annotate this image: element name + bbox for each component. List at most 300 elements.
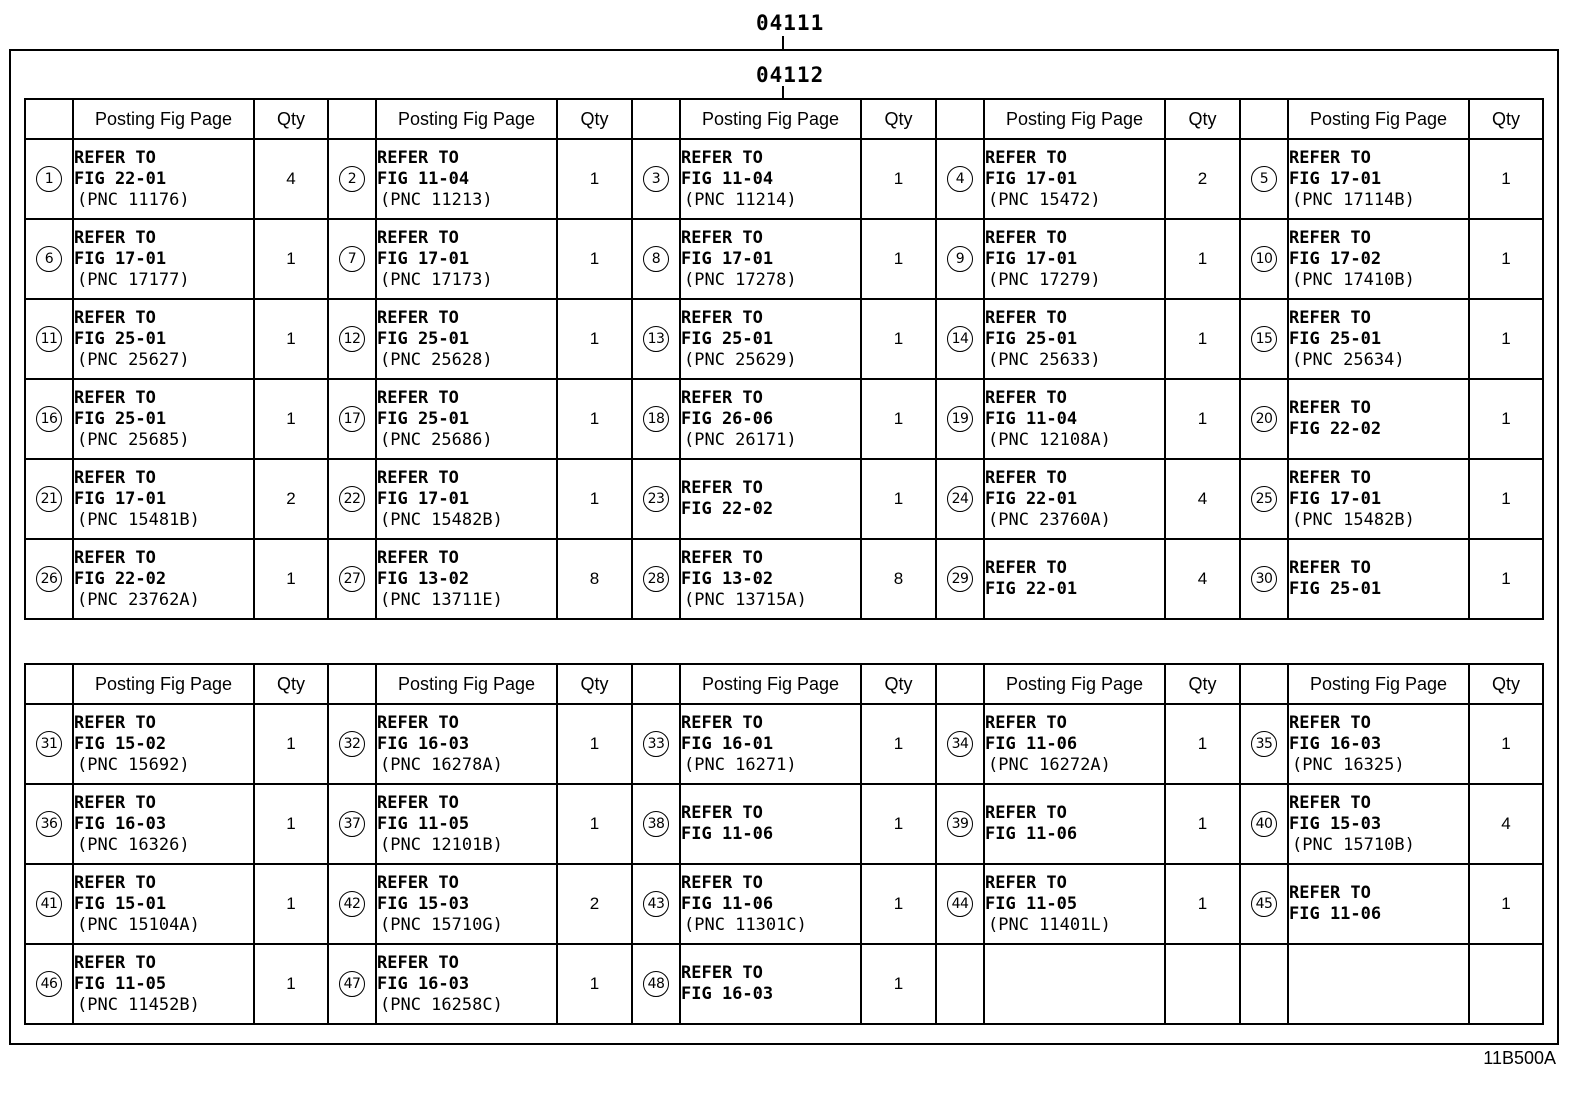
- item-number-circle: 13: [643, 326, 669, 352]
- refer-to-label: REFER TO: [985, 712, 1067, 733]
- qty-cell: 1: [1469, 864, 1543, 944]
- pnc-number: (PNC 17410B): [1292, 269, 1415, 290]
- item-number-cell: [936, 459, 984, 539]
- refer-to-label: REFER TO: [985, 803, 1067, 823]
- refer-to-label: REFER TO: [681, 872, 763, 893]
- pnc-number: (PNC 25629): [684, 349, 797, 370]
- reference-cell: [73, 459, 254, 539]
- header-qty: Qty: [1469, 664, 1543, 704]
- refer-to-label: REFER TO: [377, 792, 459, 813]
- refer-to-label: REFER TO: [377, 147, 459, 168]
- qty-cell: 1: [1469, 379, 1543, 459]
- fig-page: FIG 11-06: [985, 824, 1078, 844]
- qty-cell: 1: [254, 539, 328, 619]
- refer-to-label: REFER TO: [1289, 398, 1371, 418]
- pnc-number: (PNC 15472): [988, 189, 1101, 210]
- item-number-circle: 43: [643, 891, 669, 917]
- item-number-cell: [1240, 299, 1288, 379]
- reference-cell: [984, 139, 1165, 219]
- item-number-cell: [936, 139, 984, 219]
- item-number-circle: 48: [643, 971, 669, 997]
- fig-page: FIG 11-06: [681, 893, 774, 914]
- fig-page: FIG 17-01: [681, 248, 774, 269]
- item-number-cell: [632, 944, 680, 1024]
- item-number-circle: 4: [947, 166, 973, 192]
- pnc-number: (PNC 16258C): [380, 994, 503, 1015]
- item-number-cell: [632, 299, 680, 379]
- fig-page: FIG 11-06: [1289, 904, 1382, 924]
- refer-to-label: REFER TO: [377, 307, 459, 328]
- reference-cell: [73, 704, 254, 784]
- header-posting-fig-page: Posting Fig Page: [984, 664, 1165, 704]
- reference-cell: [680, 784, 861, 864]
- pnc-number: (PNC 17114B): [1292, 189, 1415, 210]
- qty-cell: 1: [557, 139, 632, 219]
- item-number-cell: [328, 539, 376, 619]
- qty-cell: 1: [1469, 539, 1543, 619]
- qty-cell: 8: [557, 539, 632, 619]
- qty-cell: 1: [1165, 704, 1240, 784]
- item-number-cell: [936, 864, 984, 944]
- pnc-number: (PNC 13711E): [380, 589, 503, 610]
- item-number-cell: [632, 704, 680, 784]
- header-no-cell: [25, 664, 73, 704]
- refer-to-label: REFER TO: [1289, 147, 1371, 168]
- pnc-number: (PNC 26171): [684, 429, 797, 450]
- reference-cell: [1288, 539, 1469, 619]
- qty-cell: 1: [1469, 139, 1543, 219]
- fig-page: FIG 25-01: [985, 328, 1078, 349]
- header-no-cell: [1240, 664, 1288, 704]
- qty-cell: 1: [557, 704, 632, 784]
- fig-page: FIG 16-03: [74, 813, 167, 834]
- refer-to-label: REFER TO: [681, 712, 763, 733]
- header-no-cell: [328, 99, 376, 139]
- refer-to-label: REFER TO: [377, 712, 459, 733]
- fig-page: FIG 25-01: [1289, 328, 1382, 349]
- pnc-number: (PNC 15482B): [380, 509, 503, 530]
- refer-to-label: REFER TO: [74, 467, 156, 488]
- item-number-circle: 16: [36, 406, 62, 432]
- reference-cell: [680, 299, 861, 379]
- reference-cell: [376, 539, 557, 619]
- pnc-number: (PNC 23760A): [988, 509, 1111, 530]
- fig-page: FIG 16-03: [377, 733, 470, 754]
- reference-cell: [1288, 379, 1469, 459]
- item-number-cell: [25, 219, 73, 299]
- reference-cell: [680, 139, 861, 219]
- reference-cell: [73, 379, 254, 459]
- header-posting-fig-page: Posting Fig Page: [984, 99, 1165, 139]
- pnc-number: (PNC 12108A): [988, 429, 1111, 450]
- item-number-cell: [632, 864, 680, 944]
- item-number-circle: 42: [339, 891, 365, 917]
- item-number-cell: [632, 784, 680, 864]
- item-number-circle: 7: [339, 246, 365, 272]
- item-number-cell: [632, 379, 680, 459]
- header-qty: Qty: [1469, 99, 1543, 139]
- fig-page: FIG 16-03: [681, 984, 774, 1004]
- pnc-number: (PNC 16325): [1292, 754, 1405, 775]
- reference-cell: [73, 944, 254, 1024]
- reference-cell: [376, 299, 557, 379]
- reference-cell: [984, 704, 1165, 784]
- pnc-number: (PNC 15104A): [77, 914, 200, 935]
- fig-page: FIG 16-01: [681, 733, 774, 754]
- qty-cell: 1: [557, 459, 632, 539]
- item-number-cell: [25, 379, 73, 459]
- header-posting-fig-page: Posting Fig Page: [376, 664, 557, 704]
- fig-page: FIG 16-03: [1289, 733, 1382, 754]
- item-number-cell: [25, 299, 73, 379]
- item-number-circle: 3: [643, 166, 669, 192]
- pnc-number: (PNC 11452B): [77, 994, 200, 1015]
- qty-cell: 4: [1165, 539, 1240, 619]
- refer-to-label: REFER TO: [74, 872, 156, 893]
- fig-page: FIG 15-01: [74, 893, 167, 914]
- item-number-cell: [25, 944, 73, 1024]
- fig-page: FIG 17-02: [1289, 248, 1382, 269]
- pnc-number: (PNC 16278A): [380, 754, 503, 775]
- item-number-circle: 9: [947, 246, 973, 272]
- fig-page: FIG 11-04: [377, 168, 470, 189]
- qty-cell: 4: [1165, 459, 1240, 539]
- fig-page: FIG 22-02: [1289, 419, 1382, 439]
- refer-to-label: REFER TO: [377, 872, 459, 893]
- reference-cell: [680, 219, 861, 299]
- fig-page: FIG 17-01: [1289, 488, 1382, 509]
- pnc-number: (PNC 15482B): [1292, 509, 1415, 530]
- refer-to-label: REFER TO: [1289, 467, 1371, 488]
- item-number-circle: 24: [947, 486, 973, 512]
- item-number-circle: 10: [1251, 246, 1277, 272]
- item-number-circle: 29: [947, 566, 973, 592]
- drawing-code: 11B500A: [1483, 1048, 1556, 1068]
- qty-cell: 8: [861, 539, 936, 619]
- item-number-cell: [328, 784, 376, 864]
- item-number-cell: [328, 219, 376, 299]
- qty-cell: 1: [1469, 459, 1543, 539]
- table-row: [25, 944, 1543, 1024]
- item-number-circle: 1: [36, 166, 62, 192]
- table-row: [25, 784, 1543, 864]
- pnc-number: (PNC 25627): [77, 349, 190, 370]
- item-number-circle: 35: [1251, 731, 1277, 757]
- item-number-circle: 5: [1251, 166, 1277, 192]
- refer-to-label: REFER TO: [1289, 883, 1371, 903]
- qty-cell: 1: [861, 864, 936, 944]
- qty-cell: 1: [1165, 864, 1240, 944]
- refer-to-label: REFER TO: [681, 803, 763, 823]
- item-number-circle: 11: [36, 326, 62, 352]
- item-number-cell: [936, 944, 984, 1024]
- item-number-circle: 34: [947, 731, 973, 757]
- reference-cell: [376, 784, 557, 864]
- qty-cell: 1: [1165, 379, 1240, 459]
- reference-cell: [984, 864, 1165, 944]
- item-number-circle: 41: [36, 891, 62, 917]
- refer-to-label: REFER TO: [74, 307, 156, 328]
- reference-cell: [984, 539, 1165, 619]
- refer-to-label: REFER TO: [1289, 712, 1371, 733]
- item-number-circle: 37: [339, 811, 365, 837]
- fig-page: FIG 11-06: [985, 733, 1078, 754]
- item-number-cell: [328, 379, 376, 459]
- refer-to-label: REFER TO: [985, 872, 1067, 893]
- qty-cell: 1: [1469, 704, 1543, 784]
- reference-cell: [984, 459, 1165, 539]
- refer-to-label: REFER TO: [1289, 792, 1371, 813]
- item-number-cell: [25, 459, 73, 539]
- fig-page: FIG 25-01: [681, 328, 774, 349]
- item-number-circle: 31: [36, 731, 62, 757]
- qty-cell: 1: [254, 864, 328, 944]
- fig-page: FIG 11-06: [681, 824, 774, 844]
- qty-cell: 2: [254, 459, 328, 539]
- qty-cell: 1: [861, 944, 936, 1024]
- qty-cell: 1: [861, 459, 936, 539]
- fig-page: FIG 25-01: [377, 408, 470, 429]
- item-number-circle: 38: [643, 811, 669, 837]
- refer-to-label: REFER TO: [74, 952, 156, 973]
- reference-cell: [376, 704, 557, 784]
- item-number-cell: [1240, 459, 1288, 539]
- fig-page: FIG 26-06: [681, 408, 774, 429]
- item-number-cell: [936, 299, 984, 379]
- header-qty: Qty: [861, 99, 936, 139]
- fig-page: FIG 25-01: [1289, 579, 1382, 599]
- table-row: [25, 299, 1543, 379]
- item-number-circle: 23: [643, 486, 669, 512]
- pnc-number: (PNC 25633): [988, 349, 1101, 370]
- qty-cell: 1: [254, 219, 328, 299]
- qty-cell: [1469, 944, 1543, 1024]
- leader-line-top: [782, 36, 784, 50]
- qty-cell: 4: [1469, 784, 1543, 864]
- pnc-number: (PNC 11176): [77, 189, 190, 210]
- qty-cell: 1: [557, 299, 632, 379]
- fig-page: FIG 11-04: [985, 408, 1078, 429]
- reference-cell: [376, 459, 557, 539]
- fig-page: FIG 17-01: [985, 168, 1078, 189]
- qty-cell: 1: [861, 139, 936, 219]
- item-number-cell: [25, 704, 73, 784]
- refer-to-label: REFER TO: [681, 307, 763, 328]
- item-number-cell: [1240, 219, 1288, 299]
- qty-cell: 1: [861, 219, 936, 299]
- fig-page: FIG 17-01: [985, 248, 1078, 269]
- fig-page: FIG 22-01: [985, 579, 1078, 599]
- item-number-cell: [1240, 944, 1288, 1024]
- refer-to-label: REFER TO: [377, 952, 459, 973]
- item-number-circle: 26: [36, 566, 62, 592]
- qty-cell: 1: [254, 944, 328, 1024]
- fig-page: FIG 17-01: [74, 488, 167, 509]
- qty-cell: 1: [254, 784, 328, 864]
- qty-cell: 1: [557, 784, 632, 864]
- item-number-circle: 44: [947, 891, 973, 917]
- qty-cell: 1: [557, 219, 632, 299]
- item-number-cell: [1240, 139, 1288, 219]
- item-number-cell: [632, 539, 680, 619]
- item-number-circle: 20: [1251, 406, 1277, 432]
- fig-page: FIG 22-01: [74, 168, 167, 189]
- reference-cell: [680, 704, 861, 784]
- reference-cell: [73, 219, 254, 299]
- fig-page: FIG 25-01: [377, 328, 470, 349]
- pnc-number: (PNC 25634): [1292, 349, 1405, 370]
- header-no-cell: [1240, 99, 1288, 139]
- fig-page: FIG 11-05: [377, 813, 470, 834]
- pnc-number: (PNC 11213): [380, 189, 493, 210]
- refer-to-label: REFER TO: [681, 227, 763, 248]
- refer-to-label: REFER TO: [985, 227, 1067, 248]
- item-number-cell: [328, 944, 376, 1024]
- item-number-cell: [936, 539, 984, 619]
- refer-to-label: REFER TO: [377, 547, 459, 568]
- header-no-cell: [25, 99, 73, 139]
- header-posting-fig-page: Posting Fig Page: [73, 664, 254, 704]
- qty-cell: 1: [557, 944, 632, 1024]
- pnc-number: (PNC 15710B): [1292, 834, 1415, 855]
- fig-page: FIG 15-03: [1289, 813, 1382, 834]
- item-number-cell: [328, 864, 376, 944]
- reference-cell: [984, 944, 1165, 1024]
- item-number-circle: 45: [1251, 891, 1277, 917]
- reference-cell: [73, 299, 254, 379]
- qty-cell: 2: [1165, 139, 1240, 219]
- reference-cell: [1288, 299, 1469, 379]
- item-number-cell: [936, 784, 984, 864]
- item-number-circle: 12: [339, 326, 365, 352]
- item-number-cell: [936, 704, 984, 784]
- reference-cell: [680, 459, 861, 539]
- reference-cell: [1288, 219, 1469, 299]
- qty-cell: 1: [254, 299, 328, 379]
- reference-cell: [1288, 944, 1469, 1024]
- refer-to-label: REFER TO: [74, 547, 156, 568]
- refer-to-label: REFER TO: [1289, 227, 1371, 248]
- pnc-number: (PNC 17173): [380, 269, 493, 290]
- fig-page: FIG 17-01: [74, 248, 167, 269]
- pnc-number: (PNC 25628): [380, 349, 493, 370]
- table-row: [25, 139, 1543, 219]
- pnc-number: (PNC 16272A): [988, 754, 1111, 775]
- header-qty: Qty: [861, 664, 936, 704]
- refer-to-label: REFER TO: [681, 547, 763, 568]
- assembly-number-sub: 04112: [756, 63, 825, 87]
- qty-cell: 1: [557, 379, 632, 459]
- header-posting-fig-page: Posting Fig Page: [680, 99, 861, 139]
- item-number-cell: [25, 539, 73, 619]
- reference-cell: [984, 784, 1165, 864]
- header-no-cell: [632, 99, 680, 139]
- item-number-circle: 17: [339, 406, 365, 432]
- refer-to-label: REFER TO: [74, 792, 156, 813]
- reference-cell: [376, 219, 557, 299]
- item-number-cell: [1240, 379, 1288, 459]
- reference-cell: [680, 864, 861, 944]
- qty-cell: 1: [1165, 299, 1240, 379]
- pnc-number: (PNC 15710G): [380, 914, 503, 935]
- header-posting-fig-page: Posting Fig Page: [1288, 664, 1469, 704]
- pnc-number: (PNC 12101B): [380, 834, 503, 855]
- pnc-number: (PNC 17278): [684, 269, 797, 290]
- fig-page: FIG 13-02: [377, 568, 470, 589]
- pnc-number: (PNC 11301C): [684, 914, 807, 935]
- table-row: [25, 539, 1543, 619]
- fig-page: FIG 25-01: [74, 328, 167, 349]
- refer-to-label: REFER TO: [985, 307, 1067, 328]
- pnc-number: (PNC 13715A): [684, 589, 807, 610]
- fig-page: FIG 17-01: [1289, 168, 1382, 189]
- header-no-cell: [328, 664, 376, 704]
- item-number-circle: 28: [643, 566, 669, 592]
- parts-reference-table-1: [24, 98, 1544, 620]
- qty-cell: 1: [1165, 784, 1240, 864]
- item-number-circle: 2: [339, 166, 365, 192]
- pnc-number: (PNC 11401L): [988, 914, 1111, 935]
- refer-to-label: REFER TO: [1289, 307, 1371, 328]
- refer-to-label: REFER TO: [985, 387, 1067, 408]
- reference-cell: [73, 784, 254, 864]
- qty-cell: 1: [1165, 219, 1240, 299]
- refer-to-label: REFER TO: [985, 558, 1067, 578]
- header-qty: Qty: [254, 99, 328, 139]
- fig-page: FIG 15-02: [74, 733, 167, 754]
- fig-page: FIG 17-01: [377, 248, 470, 269]
- header-qty: Qty: [557, 99, 632, 139]
- header-no-cell: [632, 664, 680, 704]
- item-number-cell: [328, 459, 376, 539]
- item-number-cell: [1240, 704, 1288, 784]
- item-number-circle: 8: [643, 246, 669, 272]
- item-number-circle: 6: [36, 246, 62, 272]
- reference-cell: [376, 139, 557, 219]
- item-number-cell: [1240, 864, 1288, 944]
- item-number-cell: [328, 704, 376, 784]
- reference-cell: [1288, 784, 1469, 864]
- qty-cell: 4: [254, 139, 328, 219]
- pnc-number: (PNC 25685): [77, 429, 190, 450]
- reference-cell: [1288, 459, 1469, 539]
- item-number-cell: [632, 139, 680, 219]
- reference-cell: [73, 539, 254, 619]
- refer-to-label: REFER TO: [74, 387, 156, 408]
- reference-cell: [73, 864, 254, 944]
- item-number-cell: [1240, 784, 1288, 864]
- pnc-number: (PNC 15692): [77, 754, 190, 775]
- refer-to-label: REFER TO: [985, 467, 1067, 488]
- header-qty: Qty: [557, 664, 632, 704]
- pnc-number: (PNC 11214): [684, 189, 797, 210]
- item-number-circle: 30: [1251, 566, 1277, 592]
- fig-page: FIG 11-05: [985, 893, 1078, 914]
- fig-page: FIG 13-02: [681, 568, 774, 589]
- reference-cell: [984, 219, 1165, 299]
- pnc-number: (PNC 23762A): [77, 589, 200, 610]
- reference-cell: [984, 299, 1165, 379]
- fig-page: FIG 16-03: [377, 973, 470, 994]
- table-row: [25, 219, 1543, 299]
- item-number-cell: [936, 379, 984, 459]
- reference-cell: [984, 379, 1165, 459]
- assembly-number-top: 04111: [756, 11, 825, 35]
- fig-page: FIG 22-01: [985, 488, 1078, 509]
- qty-cell: [1165, 944, 1240, 1024]
- qty-cell: 1: [1469, 219, 1543, 299]
- item-number-circle: 40: [1251, 811, 1277, 837]
